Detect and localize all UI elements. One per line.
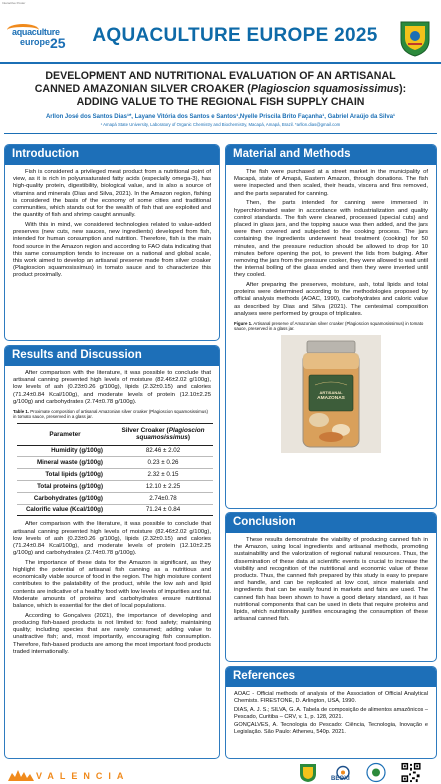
- table-cell-parameter: Total proteins (g/100g): [17, 480, 113, 492]
- jar-label-line-1: ARTISANAL: [319, 389, 343, 395]
- poster-header: [0, 0, 441, 62]
- references-panel: [225, 666, 437, 759]
- table-row: [17, 469, 213, 481]
- canned-fish-jar-image: [281, 335, 381, 453]
- conclusion-panel: [225, 512, 437, 662]
- table-cell-parameter: Total lipids (g/100g): [17, 469, 113, 481]
- methods-panel: [225, 144, 437, 509]
- title-line-1: DEVELOPMENT AND NUTRITIONAL EVALUATION OF AN ARTISANAL: [45, 70, 396, 82]
- results-paragraph: According to Gonçalves (2021), the importance of developing and producing fish-based products is not limited to: food safety; maintaining quality; including species that are rarely consumed; adding value to unattractive fish; and, most importantly, encouraging fish consumption. Therefore, fish-based products are among the most important food products traded internationally.: [13, 612, 211, 655]
- table-row: [17, 457, 213, 469]
- affiliation: ¹ Amapá State University, Laboratory of Organic Chemistry and Biochemistry, Macapá, Amapá, Brazil. *arllon.dias@gmail.com: [100, 122, 341, 127]
- authors: Arllon José dos Santos Dias¹*, Layane Vitória dos Santos e Santos¹,Nyelle Priscila Brito Façanha¹, Gabriel Araújo da Silva¹: [45, 114, 396, 120]
- methods-heading: Material and Methods: [226, 145, 436, 165]
- valencia-logo: [8, 767, 148, 784]
- intro-paragraph: With this in mind, we considered technologies related to value-added preserves (new cuts, new sauces, new ingredients) developed from fish, intended for human consumption and nutrition. Therefore, fish is the main food source in the Amazon region and according to FAO data indicating that this same consumption tends to increase on a national and global scale, this work aimed to develop an artisanal preserve made from silver croaker (Plagioscion squamosissimus) in tomato sauce and to characterize this product proximally.: [13, 221, 211, 279]
- intro-paragraph: Fish is considered a privileged meat product from a nutritional point of view, as it is rich in polyunsaturated fatty acids (especially omega-3), has high-quality protein, digestibility, biological value, and is also a source of vitamins and minerals (Dias and Silva, 2021). In the Amazon region, fishing is considered the basis of the economy of some cities and traditional communities, which stands out for the wealth of fish that are exploited and the quantity of fish and shrimp caught annually.: [13, 169, 211, 219]
- valencia-text: VALENCIA: [36, 771, 130, 781]
- reference-item: GONÇALVES, A. Tecnologia do Pescado: Ciência, Tecnologia, Inovação e Legislação. São Paulo: Atheneu, 540p. 2021.: [234, 722, 428, 735]
- logo-word-europe: europe: [20, 37, 51, 47]
- beoxi-text: BEOXI: [331, 776, 350, 782]
- title-divider: [4, 133, 437, 134]
- table-header-parameter: Parameter: [17, 424, 113, 445]
- state-crest-icon: [298, 762, 318, 783]
- methods-paragraph: The fish were purchased at a street market in the municipality of Macapá, state of Amapá, Eastern Amazon, through donations. The fish were inspected and then scaled, their heads, viscera and fins removed, and the parts separated for canning.: [234, 169, 428, 197]
- table-caption: Table 1. Proximate composition of artisanal Amazonian silver croaker (Plagioscion squamosissimus) in tomato sauce, preserved in a glass jar.: [13, 408, 208, 419]
- results-paragraph: After comparison with the literature, it was possible to conclude that artisanal canning presented high levels of moisture (82.46±2.02 g/100g), low levels of ash (0.23±0.26 g/100g), lipids (2.32±0.15) and calories (71.24±0.84 Kcal/100g), and moderate levels of protein (12.10±2.25 g/100g) and carbohydrates (2.74±0.78 g/100g).: [13, 521, 211, 557]
- table-cell-value: 82.46 ± 2.02: [113, 445, 213, 457]
- table-cell-value: 0.23 ± 0.26: [113, 457, 213, 469]
- logo-year: 25: [50, 35, 66, 51]
- table-cell-parameter: Calorific value (Kcal/100g): [17, 504, 113, 516]
- results-panel: [4, 345, 220, 759]
- results-paragraph: After comparison with the literature, it was possible to conclude that artisanal canning presented high levels of moisture (82.46±2.02 g/100g), low levels of ash (0.23±0.26 g/100g), lipids (2.32±0.15) and calories (71.24±0.84 Kcal/100g), and moderate levels of protein (12.10±2.25 g/100g) and carbohydrates (2.74±0.78 g/100g).: [13, 370, 211, 405]
- proximate-composition-table: [17, 423, 213, 516]
- figure-caption: Figure 1. Artisanal preserve of Amazonian silver croaker (Plagioscion squamosissimus) in tomato sauce, preserved in a glass jar.: [234, 321, 424, 332]
- table-cell-value: 2.74±0.78: [113, 492, 213, 504]
- title-line-3: ADDING VALUE TO THE REGIONAL FISH SUPPLY CHAIN: [76, 96, 365, 108]
- poster-footer: [0, 761, 441, 784]
- reference-item: AOAC - Official methods of analysis of the Association of Official Analytical Chemists. FIRESTONE, D. Arlington, USA, 1990.: [234, 691, 428, 704]
- university-crest-icon: [397, 18, 433, 58]
- results-paragraph: The importance of these data for the Amazon is significant, as they highlight the potential of artisanal fish canning as a nutritious and economically viable source of food in the region. The high moisture content contributes to the palatability of the product, while the low ash and lipid contents are indicative of a healthy food with low levels of impurities and fat. Moderate amounts of proteins and carbohydrates ensure nutritional balance, which is essential for the diet of local populations.: [13, 559, 211, 610]
- table-row: [17, 445, 213, 457]
- methods-paragraph: Then, the parts intended for canning were immersed in hyperchlorinated water in accordance with industrialization and quality control standards. The fish were cleaned, processed (special cuts) and placed in glass jars, and the topping sauce was then added, and the jars were then covered and subjected to the cooking process. The jars containing the ingredients underwent heat treatment (cooking) for 50 minutes, and the pressure reduction should be allowed to drop for 10 minutes before opening the pot, to prevent the lids from bulging. After removing the jars from the pressure cooker, they were allowed to wait until the internal boiling of the glass ended and then they were inverted until they cooled.: [234, 200, 428, 279]
- references-heading: References: [226, 667, 436, 687]
- table-row: [17, 504, 213, 516]
- table-cell-value: 71.24 ± 0.84: [113, 504, 213, 516]
- methods-paragraph: After preparing the preserves, moisture, ash, total lipids and total proteins were determined according to the methodologies proposed by official analysis methods (AOAC, 1990), carbohydrates and caloric value as described by Dias and Silva (2021). The centesimal composition analyses were performed by groups of triplicates.: [234, 282, 428, 317]
- conclusion-heading: Conclusion: [226, 513, 436, 533]
- table-row: [17, 492, 213, 504]
- introduction-panel: [4, 144, 220, 341]
- table-header-species: Silver Croaker (Plagioscion squamosissimus): [113, 424, 213, 445]
- aquaculture-europe-logo: [6, 24, 76, 54]
- title-line-2: CANNED AMAZONIAN SILVER CROAKER (Plagioscion squamosissimus):: [34, 83, 407, 95]
- conference-title: AQUACULTURE EUROPE 2025: [92, 25, 378, 46]
- conclusion-paragraph: These results demonstrate the viability of producing canned fish in the Amazon, using local ingredients and artisanal methods, promoting sustainability and the valorization of regional natural resources. Thus, the dissemination of these data at scientific events is crucial to increase the visibility and recognition of the nutritional and economic value of these products. Thus, the canned fish prepared by this study is easy to prepare and handle, and can be replicated at low cost, since materials and ingredients that can be easily found in markets and fairs are used. The canned fish has been shown to have a good dietary standard, as it has nutritional components that can be used in diets that require proteins and lipids, which nutritionally justifies encouraging the consumption of these artisanal canned fish.: [234, 537, 428, 623]
- valencia-skyline-icon: [8, 767, 34, 783]
- reference-item: DIAS, A. J. S.; SILVA, G. A. Tabela de composição de alimentos amazônicos – Pescado, Curitiba – CRV, v. 1, p. 128, 2021.: [234, 706, 429, 720]
- header-divider: [0, 62, 441, 64]
- table-row: [17, 480, 213, 492]
- jar-label-line-2: AMAZONAS: [317, 395, 345, 401]
- corner-note: Interactive Poster: [2, 1, 26, 5]
- table-cell-parameter: Carbohydrates (g/100g): [17, 492, 113, 504]
- results-heading: Results and Discussion: [5, 346, 219, 366]
- table-cell-value: 12.10 ± 2.25: [113, 480, 213, 492]
- logo-word-aquaculture: aquaculture: [12, 27, 60, 37]
- table-cell-parameter: Humidity (g/100g): [17, 445, 113, 457]
- introduction-heading: Introduction: [5, 145, 219, 165]
- table-cell-parameter: Mineral waste (g/100g): [17, 457, 113, 469]
- institution-seal-icon: [366, 762, 386, 783]
- paper-title: [6, 70, 435, 109]
- table-cell-value: 2.32 ± 0.15: [113, 469, 213, 481]
- qr-code-icon[interactable]: [400, 762, 422, 783]
